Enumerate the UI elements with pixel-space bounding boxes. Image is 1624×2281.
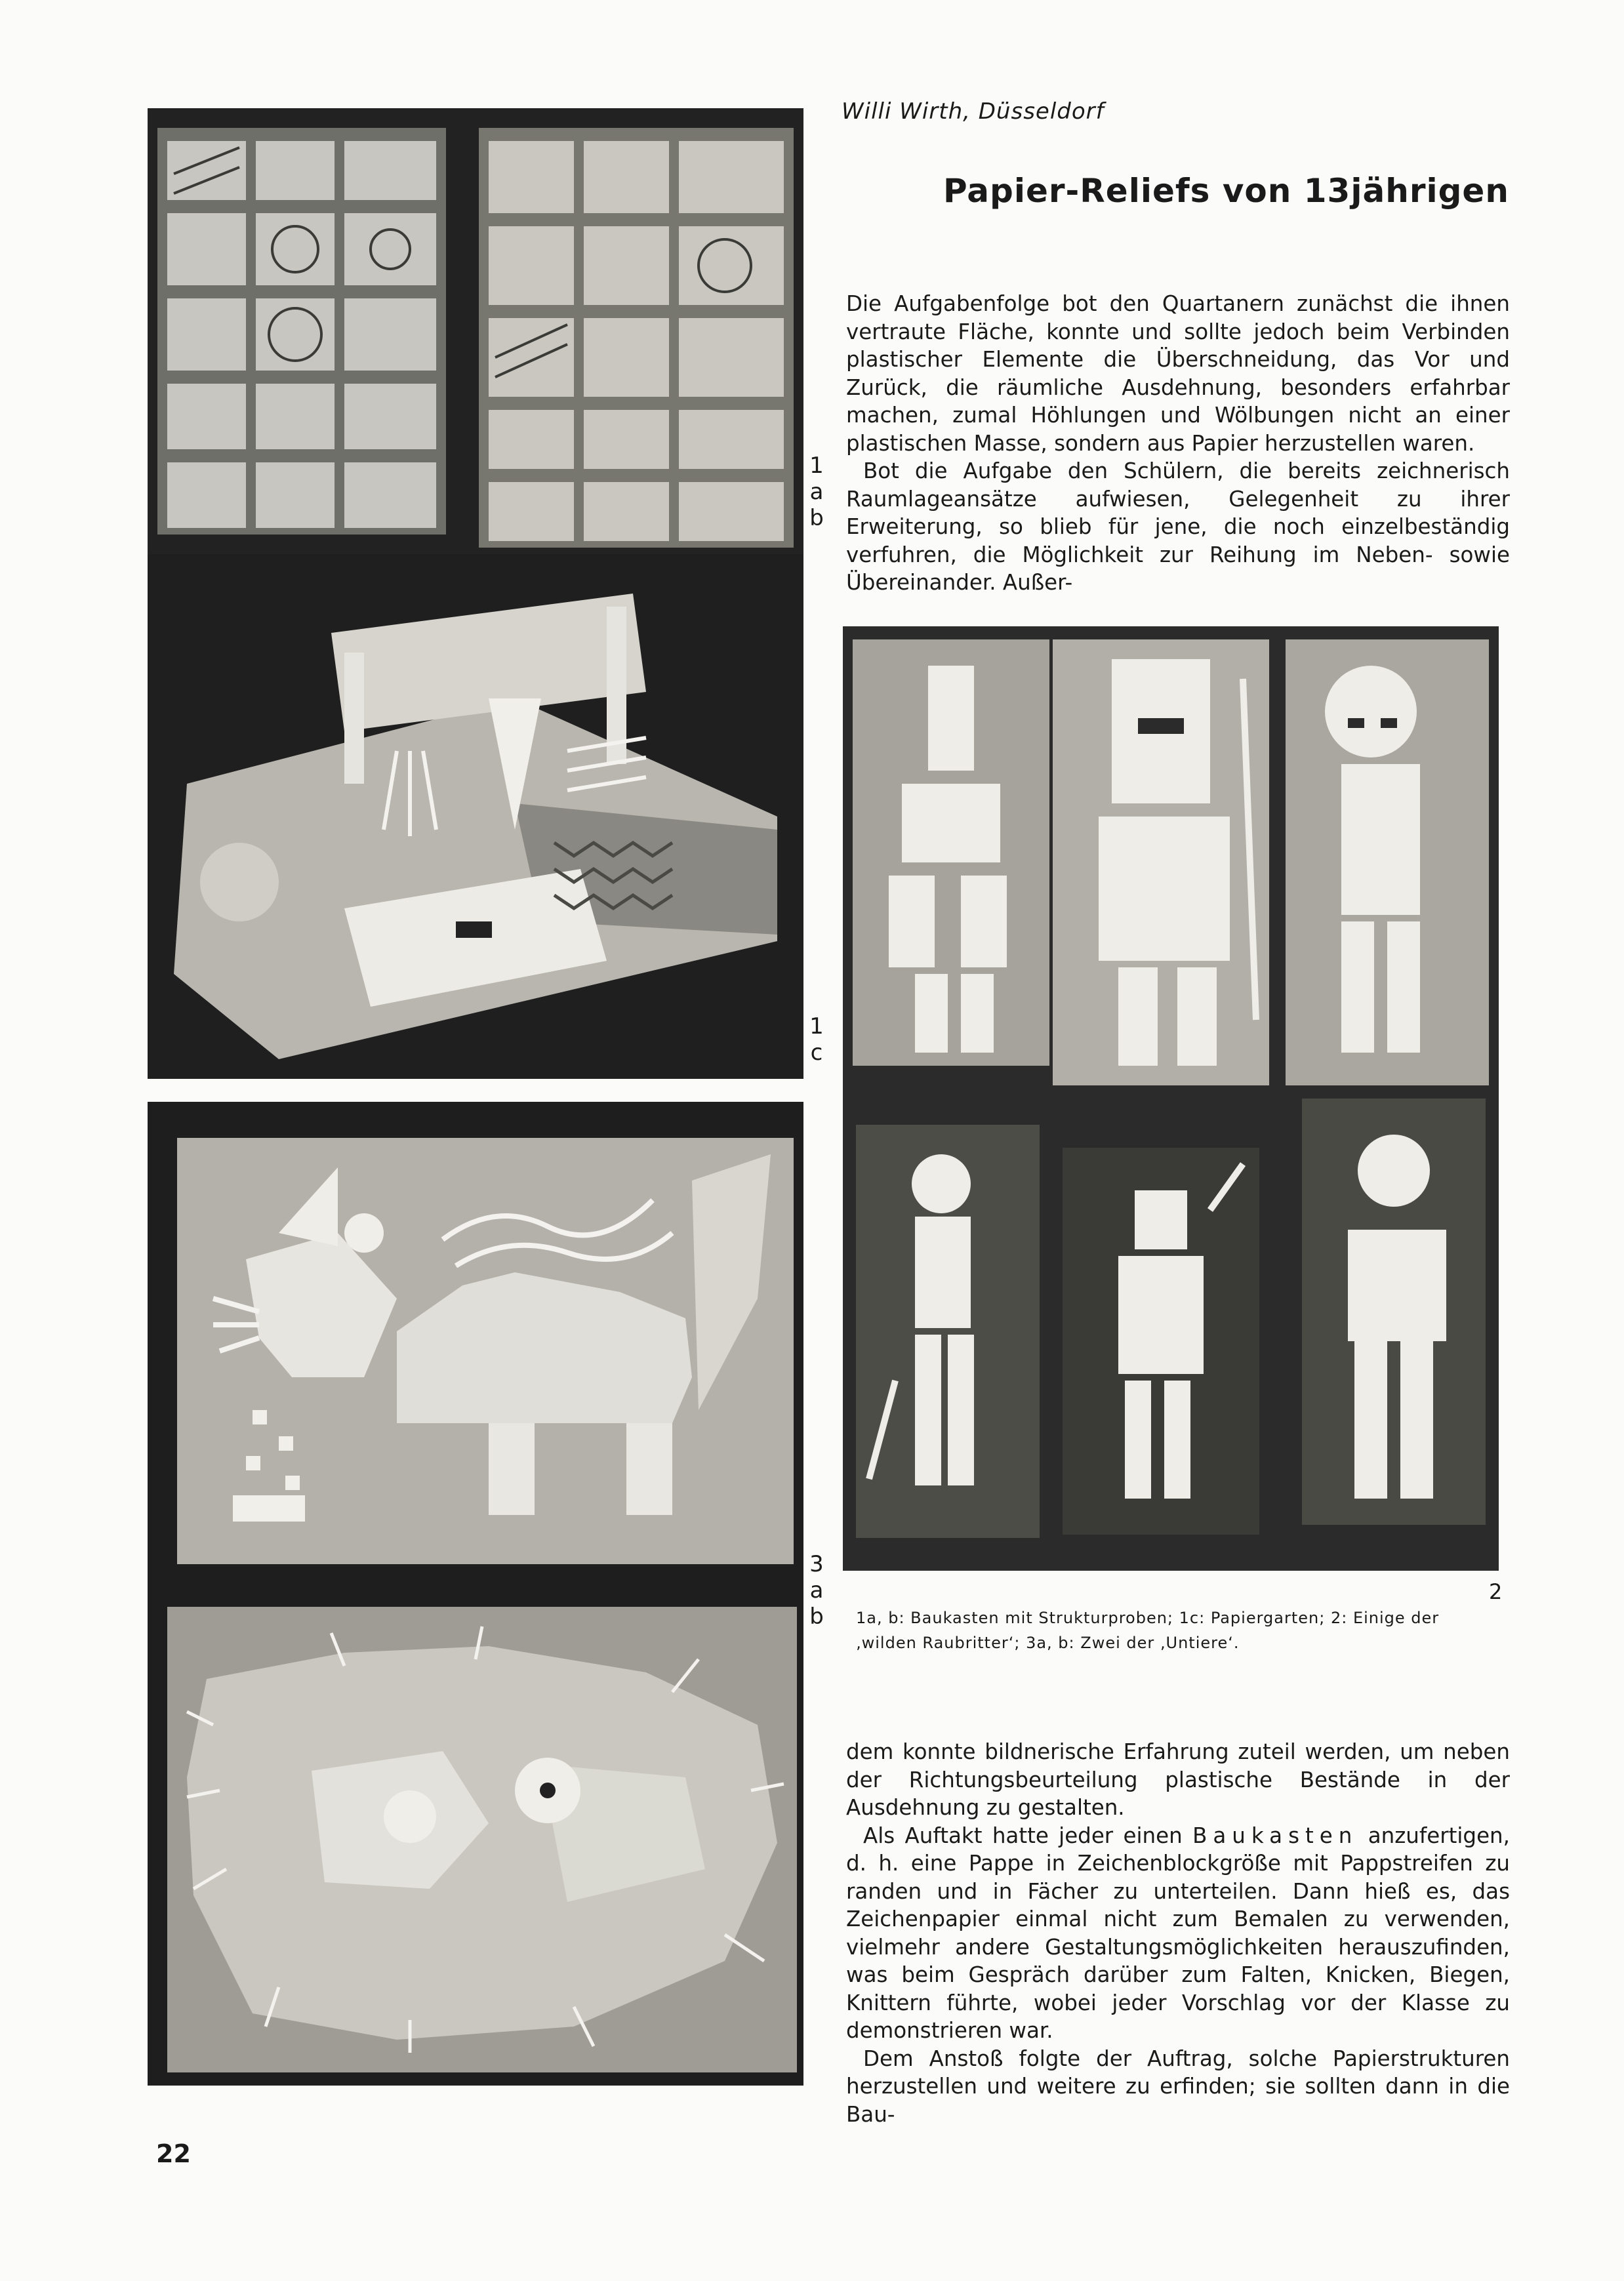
- figure-letter: c: [810, 1040, 823, 1066]
- figure-number: 3: [809, 1551, 824, 1577]
- author-line: Willi Wirth, Düsseldorf: [842, 98, 1105, 125]
- photo-3a-texture: [148, 1102, 803, 1594]
- paragraph: dem konnte bildnerische Erfahrung zuteil werden, um neben der Richtungsbeurteilung plastische Bestände in der Ausdehnung zu gestalten.: [846, 1739, 1510, 1820]
- figure-letter: a: [809, 479, 824, 505]
- figure-number: 1: [809, 1013, 824, 1040]
- photo-1ab-texture: [148, 108, 803, 554]
- photo-3b-texture: [148, 1594, 803, 2086]
- emphasized-term: Baukasten: [1192, 1823, 1358, 1848]
- paragraph: Bot die Aufgabe den Schülern, die bereits zeichnerisch Raumlageansätze aufwiesen, Gelegenheit zu ihrer Erweiterung, so blieb für jene, die noch einzelbeständig verfuhren, die Möglichkeit zur Reihung im Neben- sowie Übereinander. Außer-: [846, 458, 1510, 595]
- figure-letter: b: [809, 505, 824, 531]
- page-number: 22: [156, 2139, 191, 2168]
- article-title: Papier-Reliefs von 13jährigen: [943, 172, 1509, 210]
- figure-letter: a: [809, 1577, 824, 1604]
- photo-1c-texture: [148, 554, 803, 1079]
- paragraph-text: anzufertigen, d. h. eine Pappe in Zeichenblockgröße mit Pappstreifen zu randen und in Fächer zu unterteilen. Dann hieß es, das Zeichenpapier einmal nicht zum Bemalen zu verwenden, vielmehr andere Gestaltungsmöglichkeiten herauszufinden, was beim Gespräch darüber zum Falten, Knicken, Biegen, Knittern führte, wobei jeder Vorschlag vor der Klasse zu demonstrieren war.: [846, 1823, 1510, 2043]
- text-column-bottom: [846, 1738, 1510, 2128]
- photo-3b-untier: [148, 1594, 803, 2086]
- photo-1c-papiergarten: [148, 554, 803, 1079]
- photo-2-raubritter: [843, 626, 1499, 1571]
- figure-letter: b: [809, 1604, 824, 1630]
- photo-1ab-baukasten: [148, 108, 803, 554]
- figure-caption: 1a, b: Baukasten mit Strukturproben; 1c: Papiergarten; 2: Einige der ‚wilden Raubritter‘; 3a, b: Zwei der ‚Untiere‘.: [856, 1609, 1440, 1652]
- figure-label-1ab: [807, 453, 826, 531]
- text-column-top: [846, 290, 1510, 597]
- figure-label-3ab: [807, 1551, 826, 1630]
- paragraph: [846, 1822, 1510, 2045]
- photo-2-texture: [843, 626, 1499, 1571]
- photo-3a-untier: [148, 1102, 803, 1594]
- paragraph: Die Aufgabenfolge bot den Quartanern zunächst die ihnen vertraute Fläche, konnte und sollte jedoch beim Verbinden plastischer Elemente die Überschneidung, das Vor und Zurück, die räumliche Ausdehnung, besonders erfahrbar machen, zumal Höhlungen und Wölbungen nicht an einer plastischen Masse, sondern aus Papier herzustellen waren.: [846, 291, 1510, 456]
- figure-number: 1: [809, 453, 824, 479]
- paragraph: Dem Anstoß folgte der Auftrag, solche Papierstrukturen herzustellen und weitere zu erfinden; sie sollten dann in die Bau-: [846, 2046, 1510, 2127]
- paragraph-text: Als Auftakt hatte jeder einen: [863, 1823, 1193, 1848]
- figure-number-2: 2: [1489, 1579, 1503, 1604]
- figure-label-1c: [807, 1013, 826, 1066]
